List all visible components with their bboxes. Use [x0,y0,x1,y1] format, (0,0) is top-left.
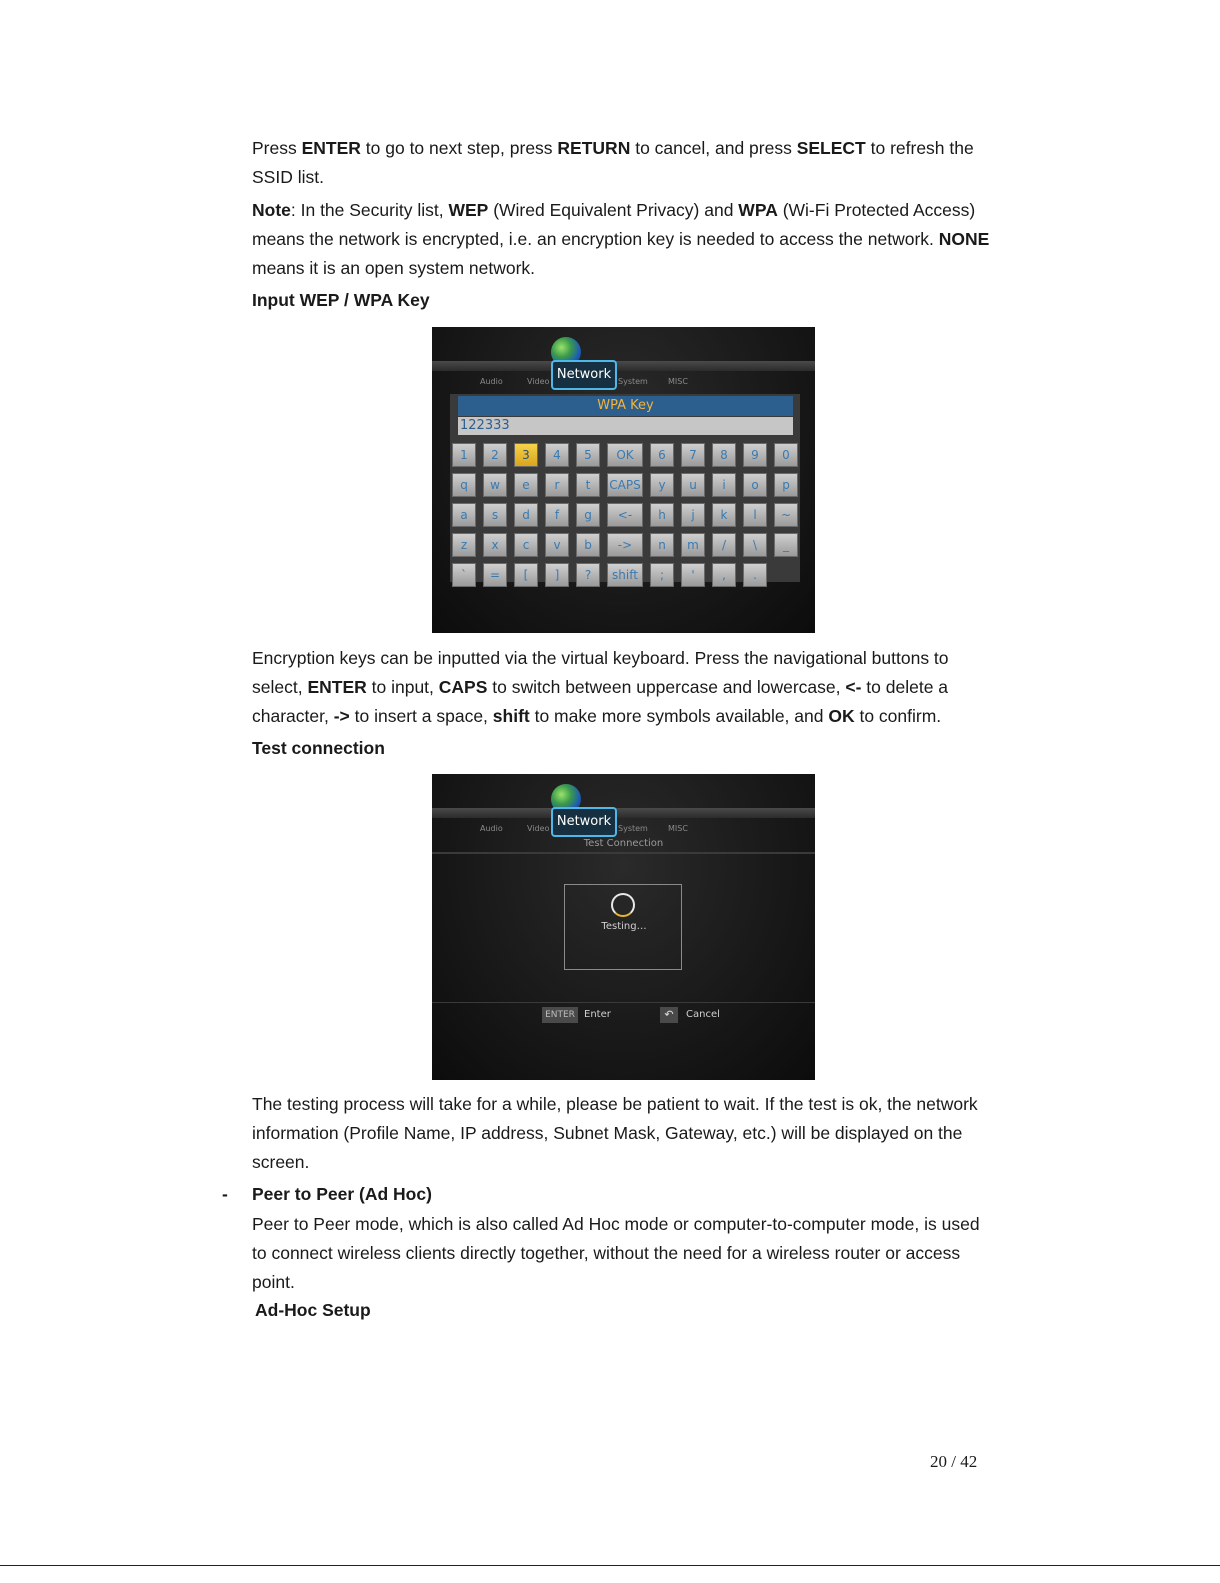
key-4-1: = [483,563,507,587]
key-1-2: e [514,473,538,497]
network-tab: Network [551,360,617,390]
bullet-marker: - [222,1184,228,1204]
text: to input, [366,677,439,697]
refresh-icon [611,893,635,917]
bottom-rule [0,1565,1220,1566]
return-icon: ↶ [660,1007,678,1023]
menu-audio: Audio [480,824,503,833]
key-2-1: s [483,503,507,527]
text: to switch between uppercase and lowercase, [487,677,846,697]
text: (Wired Equivalent Privacy) and [488,200,739,220]
key-1-5: CAPS [607,473,643,497]
wpa-key-screenshot [432,327,815,633]
key-2-6: h [650,503,674,527]
text: to refresh the SSID list. [252,138,974,187]
key-4-4: ? [576,563,600,587]
menu-video: Video [527,824,550,833]
key-2-7: j [681,503,705,527]
note-label: Note [252,200,291,220]
enter-label: Enter [584,1009,611,1020]
space-keyword: -> [333,706,350,726]
heading-adhoc-setup: Ad-Hoc Setup [255,1300,371,1320]
wpa-key-input: 122333 [458,417,793,435]
shift-keyword: shift [492,706,530,726]
key-0-6: 6 [650,443,674,467]
heading-peer-to-peer: Peer to Peer (Ad Hoc) [252,1184,432,1204]
wep-keyword: WEP [448,200,489,220]
heading-wpa-key: Input WEP / WPA Key [252,290,430,310]
ok-keyword: OK [828,706,855,726]
menu-misc: MISC [668,377,688,386]
caps-keyword: CAPS [438,677,488,697]
key-0-8: 8 [712,443,736,467]
menu-system: System [618,824,648,833]
test-connection-screenshot [432,774,815,1080]
key-0-2: 3 [514,443,538,467]
none-keyword: NONE [938,229,990,249]
divider [432,1002,815,1003]
menu-misc: MISC [668,824,688,833]
key-4-0: ` [452,563,476,587]
note-paragraph [252,196,992,283]
key-2-9: l [743,503,767,527]
heading-test-connection: Test connection [252,738,385,758]
key-4-9: . [743,563,767,587]
key-3-4: b [576,533,600,557]
cancel-label: Cancel [686,1009,720,1020]
key-3-10: _ [774,533,798,557]
wpa-key-title: WPA Key [458,396,793,416]
key-3-3: v [545,533,569,557]
test-connection-title: Test Connection [583,838,664,849]
key-3-5: -> [607,533,643,557]
key-4-6: ; [650,563,674,587]
menu-video: Video [527,377,550,386]
key-4-7: ' [681,563,705,587]
key-0-0: 1 [452,443,476,467]
testing-dialog [564,884,682,970]
key-0-7: 7 [681,443,705,467]
key-2-10: ~ [774,503,798,527]
enter-keyword: ENTER [307,677,367,697]
peer-paragraph: Peer to Peer mode, which is also called Ad Hoc mode or computer-to-computer mode, is used to connect wireless clients directly together, without the need for a wireless router or access point. [252,1214,980,1292]
key-2-4: g [576,503,600,527]
key-4-3: ] [545,563,569,587]
key-1-9: o [743,473,767,497]
text: to make more symbols available, and [529,706,829,726]
key-3-9: \ [743,533,767,557]
key-1-0: q [452,473,476,497]
text: : In the Security list, [290,200,449,220]
key-2-2: d [514,503,538,527]
text: Encryption keys can be inputted via the virtual keyboard. Press the navigational buttons to select, [252,648,949,697]
key-3-0: z [452,533,476,557]
menu-audio: Audio [480,377,503,386]
key-0-10: 0 [774,443,798,467]
key-3-6: n [650,533,674,557]
key-0-5: OK [607,443,643,467]
key-1-1: w [483,473,507,497]
key-0-3: 4 [545,443,569,467]
key-1-4: t [576,473,600,497]
text: to cancel, and press [630,138,797,158]
key-1-6: y [650,473,674,497]
text: (Wi-Fi Protected Access) means the network is encrypted, i.e. an encryption key is needed to access the network. [252,200,976,249]
enter-key-chip: ENTER [542,1007,578,1023]
key-0-4: 5 [576,443,600,467]
return-keyword: RETURN [557,138,631,158]
key-1-7: u [681,473,705,497]
backspace-keyword: <- [845,677,862,697]
key-2-8: k [712,503,736,527]
wpa-keyword: WPA [738,200,778,220]
key-3-7: m [681,533,705,557]
testing-status: Testing… [601,921,647,932]
key-3-8: / [712,533,736,557]
top-bar [432,361,815,371]
key-0-9: 9 [743,443,767,467]
text: to delete a character, [252,677,949,726]
network-tab: Network [551,807,617,837]
text: means it is an open system network. [252,258,536,278]
key-1-3: r [545,473,569,497]
enter-keyword: ENTER [301,138,361,158]
key-0-1: 2 [483,443,507,467]
select-keyword: SELECT [796,138,866,158]
keyboard-paragraph [252,644,992,731]
testing-paragraph: The testing process will take for a while, please be patient to wait. If the test is ok, the network information (Profile Name, IP address, Subnet Mask, Gateway, etc.) will be displayed on the screen. [252,1094,978,1172]
page-number: 20 / 42 [930,1452,978,1471]
key-3-1: x [483,533,507,557]
key-1-8: i [712,473,736,497]
key-2-0: a [452,503,476,527]
key-2-3: f [545,503,569,527]
divider [432,852,815,854]
key-4-2: [ [514,563,538,587]
text: to confirm. [854,706,942,726]
key-4-8: , [712,563,736,587]
key-2-5: <- [607,503,643,527]
text: to insert a space, [349,706,493,726]
text: Press [252,138,302,158]
key-1-10: p [774,473,798,497]
key-4-5: shift [607,563,643,587]
menu-system: System [618,377,648,386]
intro-paragraph [252,134,992,192]
top-bar [432,808,815,818]
text: to go to next step, press [360,138,558,158]
key-3-2: c [514,533,538,557]
